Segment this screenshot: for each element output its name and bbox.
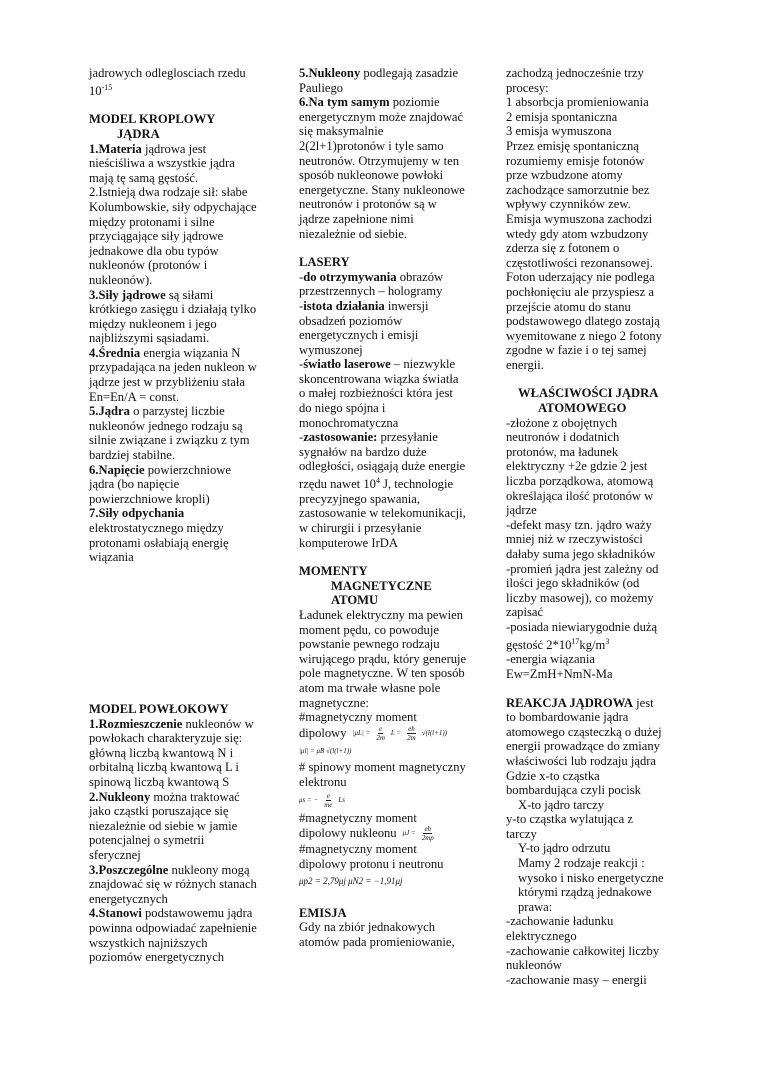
laser-item: -do otrzymywania obrazów przestrzennych – hologramy: [299, 269, 444, 299]
column-3: [506, 66, 666, 987]
formula-line: |μl| = μB √(l(l+1)): [299, 746, 352, 755]
reakcja-x: X-to jądro tarczy: [518, 797, 605, 812]
process-line: 2 emisja spontaniczna: [506, 109, 618, 124]
reakcja-y: y-to cząstka wylatująca z tarczy: [506, 812, 633, 841]
formula-nucleon: dipolowy nukleonu μJ = $\frac{eh}{2mp}$: [299, 825, 434, 843]
reakcja-Y: Y-to jądro odrzutu: [518, 841, 611, 856]
powlokowy-item: 3.Poszczególne nukleony mogą znajdować się w różnych stanach energetycznych: [89, 862, 257, 906]
laser-item: -istota działania inwersji obsadzeń poziomów energetycznych i emisji wymuszonej: [299, 298, 429, 357]
momenty-body: Ładunek elektryczny ma pewien moment pędu, co powoduje powstanie pewnego rodzaju wirującego prądu, który generuje pole magnetyczne. W ten sposób atom ma trwałe własne pole magnetyczne:: [299, 607, 467, 710]
property-item: -defekt masy tzn. jądro waży mniej niż w rzeczywistości dałaby suma jego składników: [506, 517, 656, 561]
formula-label: # spinowy moment magnetyczny elektronu: [299, 760, 466, 789]
formula-label: #magnetyczny moment: [299, 810, 417, 825]
kroplowy-title: MODEL KROPLOWY: [89, 112, 216, 127]
kroplowy-item: 3.Siły jądrowe są siłami krótkiego zasięgu i działają tylko między nukleonem i jego najbliższymi sąsiadami.: [89, 287, 257, 346]
kroplowy-item: 4.Średnia energia wiązania N przypadająca na jeden nukleon w jądrze jest w przybliżeniu stała En=En/A = const.: [89, 345, 257, 404]
wlasciwosci-title-2: ATOMOWEGO: [538, 401, 627, 416]
wlasciwosci-title: WŁAŚCIWOŚCI JĄDRA: [518, 386, 659, 401]
formula-label: #magnetyczny moment: [299, 710, 417, 725]
pauli-item: 5.Nukleony podlegają zasadzie Pauliego: [299, 66, 459, 95]
process-line: 3 emisja wymuszona: [506, 124, 612, 139]
laser-item: -światło laserowe – niezwykle skoncentrowana wiązka światła o małej rozbieżności która jest do niego spójna i monochromatyczna: [299, 357, 459, 430]
kroplowy-item: 5.Jądra o parzystej liczbie nukleonów jednego rodzaju są silnie związane i związku z tym bardziej stabilne.: [89, 404, 250, 463]
level-item: 6.Na tym samym poziomie energetycznym może znajdować się maksymalnie 2(2l+1)protonów i tyle samo neutronów. Otrzymujemy w ten sposób nukleonowe powłoki energetyczne. Stany nukleonowe neutronów i protonów są w jądrze zapełnione nimi niezależnie od siebie.: [299, 95, 465, 241]
powlokowy-item: 2.Nukleony można traktować jako cząstki poruszające się niezależnie od siebie w jamie potencjalnej o symetrii sferycznej: [89, 789, 240, 862]
emisja-body: Gdy na zbiór jednakowych atomów pada promieniowanie,: [299, 920, 455, 950]
kroplowy-item: 2.Istnieją dwa rodzaje sił: słabe Kolumbowskie, siły odpychające między protonami i silne przyciągające siły jądrowe jednakowe dla obu typów nukleonów (protonów i nukleonów).: [89, 185, 257, 287]
property-item: -złożone z obojętnych neutronów i dodatnich protonów, ma ładunek elektryczny +2e gdzie 2 jest liczba porządkowa, atomową określająca ilość protonów w jądrze: [506, 415, 654, 518]
kroplowy-title-2: JĄDRA: [117, 126, 160, 141]
column-1: [89, 66, 259, 565]
formula-dipole: dipolowy |μL| = $\frac{e}{2m}$ L = $\frac{eh}{2m}$ √(l(l+1)): [299, 724, 448, 742]
emisja-title: EMISJA: [299, 905, 347, 920]
process-line: zachodzą jednocześnie trzy procesy:: [506, 66, 644, 95]
energy-formula: Ew=ZmH+NmN-Ma: [506, 666, 613, 681]
kroplowy-item: 6.Napięcie powierzchniowe jądra (bo napięcie powierzchniowe kropli): [89, 462, 231, 506]
kroplowy-item: 1.Materia jądrowa jest nieściśliwa a wszystkie jądra mają tę samą gęstość.: [89, 141, 235, 185]
reakcja-paragraph: REAKCJA JĄDROWA jest to bombardowanie jądra atomowego cząsteczką o dużej energii prowadzące do zmiany właściwości lub rodzaju jądra Gdzie x-to cząstka bombardująca czyli pocisk: [506, 695, 662, 798]
rule-item: -zachowanie masy – energii: [506, 972, 647, 987]
process-line: 1 absorbcja promieniowania: [506, 95, 649, 110]
property-item: -promień jądra jest zależny od ilości jego składników (od liczby masowej), co możemy zapisać: [506, 561, 659, 620]
formula-label: #magnetyczny moment dipolowy protonu i neutronu: [299, 842, 444, 871]
rule-item: -zachowanie ładunku elektrycznego: [506, 914, 614, 944]
column-2: [299, 66, 467, 950]
formula-spin: μs = − $\frac{e}{me}$ Ls: [299, 791, 345, 809]
rule-item: -zachowanie całkowitej liczby nukleonów: [506, 943, 660, 973]
emission-text: Przez emisję spontaniczną rozumiemy emisje fotonów prze wzbudzone atomy zachodzące samorzutnie bez wpływy czynników zew. Emisja wymuszona zachodzi wtedy gdy atom wzbudzony zderza się z fotonem o częstotliwości rezonansowej. Foton uderzający nie podlega pochłonięciu ale przyspiesz a przejście atomu do stanu podstawowego dlatego zostają wyemitowane z niego 2 fotony zgodne w fazie i o tej samej energii.: [506, 138, 662, 372]
powlokowy-title: MODEL POWŁOKOWY: [89, 702, 229, 716]
momenty-title-3: ATOMU: [331, 593, 379, 608]
lasery-title: LASERY: [299, 255, 350, 270]
energy-item: -energia wiązania: [506, 652, 595, 667]
powlokowy-item: 4.Stanowi podstawowemu jądra powinna odpowiadać zapełnienie wszystkich najniższych poziomów energetycznych: [89, 906, 257, 965]
formula-proton-neutron: μp2 = 2,79μj μN2 = −1,91μj: [299, 876, 403, 887]
kroplowy-item: 7.Siły odpychania elektrostatycznego między protonami osłabiają energię wiązania: [89, 506, 229, 565]
density-item: -posiada niewiarygodnie dużą gęstość $2*10^{17}kg/m^3$: [506, 619, 658, 652]
intro-text: jadrowych odleglosciach rzedu $10^{-15}$: [89, 66, 246, 98]
momenty-title-2: MAGNETYCZNE: [331, 578, 432, 593]
column-1-lower: [89, 702, 259, 965]
laser-item: -zastosowanie: przesyłanie sygnałów na bardzo duże odległości, osiągają duże energie rzędu nawet $10^4$ J, technologie precyzyjnego spawania, zastosowanie w telekomunikacji, w chirurgii i przesyłanie komputerowe IrDA: [299, 430, 466, 550]
momenty-title: MOMENTY: [299, 564, 368, 579]
reakcja-two: Mamy 2 rodzaje reakcji : wysoko i nisko energetyczne którymi rządzą jednakowe prawa:: [518, 856, 664, 914]
powlokowy-item: 1.Rozmieszczenie nukleonów w powłokach charakteryzuje się: główną liczbą kwantową N i orbitalną liczbą kwantową L i spinową liczbą kwantową S: [89, 716, 254, 789]
